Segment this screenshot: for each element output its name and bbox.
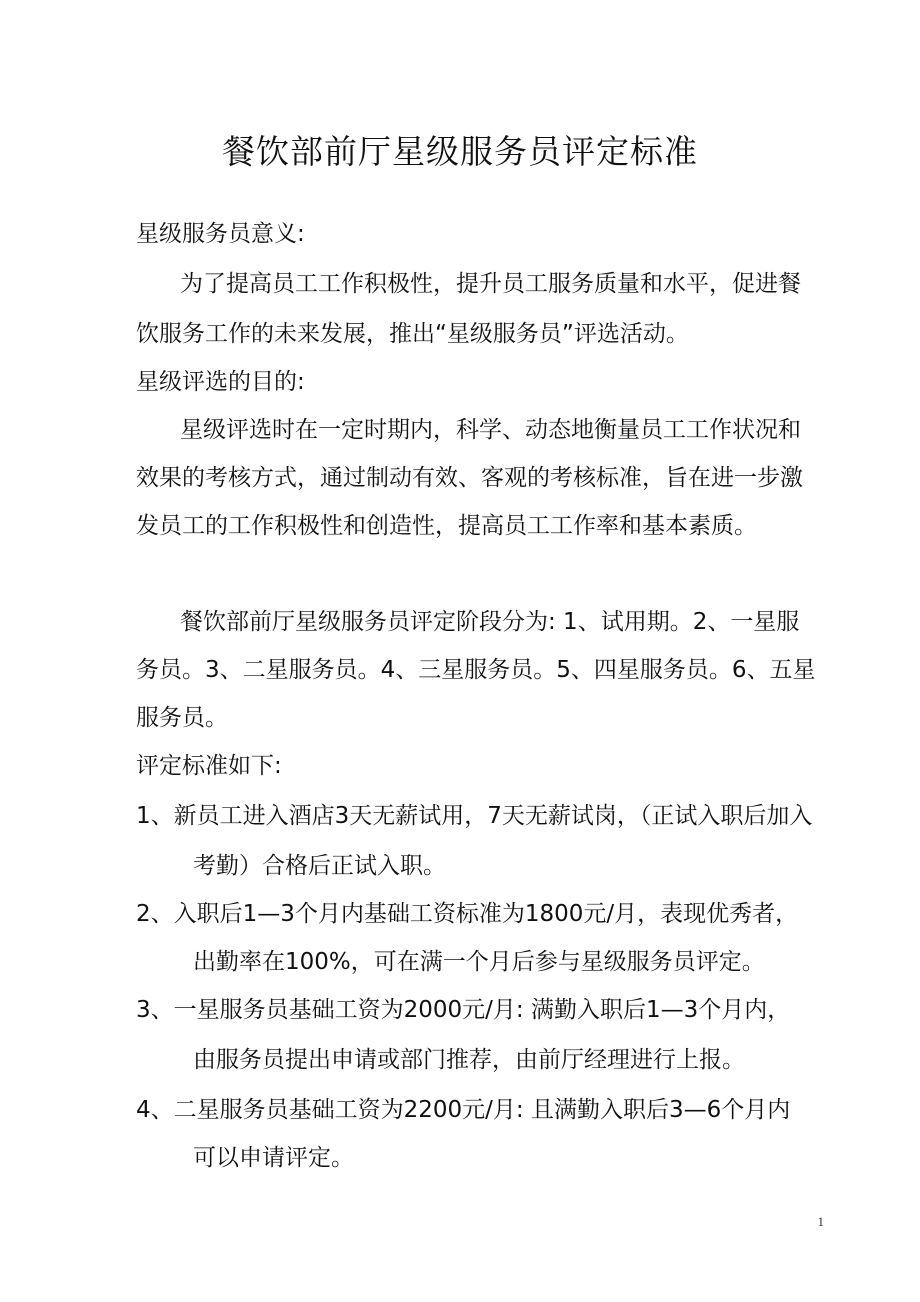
list-item-1-continuation: 考勤）合格后正试入职。 [193,853,446,879]
list-item-3: 3、一星服务员基础工资为2000元/月: 满勤入职后1—3个月内， [136,997,791,1023]
paragraph-line: 效果的考核方式，通过制动有效、客观的考核标准，旨在进一步激 [136,465,803,491]
section-heading-standards: 评定标准如下: [136,753,282,779]
paragraph-line: 服务员。 [136,705,228,731]
paragraph-line: 星级评选时在一定时期内，科学、动态地衡量员工工作状况和 [180,417,801,443]
list-item-2: 2、入职后1—3个月内基础工资标准为1800元/月，表现优秀者， [136,901,799,927]
paragraph-line: 饮服务工作的未来发展，推出“星级服务员”评选活动。 [136,321,689,347]
list-item-3-continuation: 由服务员提出申请或部门推荐，由前厅经理进行上报。 [193,1047,745,1073]
list-item-4-continuation: 可以申请评定。 [193,1145,354,1171]
document-title: 餐饮部前厅星级服务员评定标准 [222,132,698,171]
section-heading-purpose: 星级评选的目的: [136,369,305,395]
paragraph-line: 务员。3、二星服务员。4、三星服务员。5、四星服务员。6、五星 [136,657,816,683]
section-heading-meaning: 星级服务员意义: [136,221,305,247]
paragraph-line: 为了提高员工工作积极性，提升员工服务质量和水平，促进餐 [180,271,801,297]
list-item-2-continuation: 出勤率在100%，可在满一个月后参与星级服务员评定。 [193,949,765,975]
page-number: 1 [817,1214,824,1229]
list-item-4: 4、二星服务员基础工资为2200元/月: 且满勤入职后3—6个月内 [136,1097,791,1123]
paragraph-line: 餐饮部前厅星级服务员评定阶段分为: 1、试用期。2、一星服 [180,609,800,635]
list-item-1: 1、新员工进入酒店3天无薪试用，7天无薪试岗，（正试入职后加入 [136,803,813,829]
paragraph-line: 发员工的工作积极性和创造性，提高员工工作率和基本素质。 [136,513,757,539]
